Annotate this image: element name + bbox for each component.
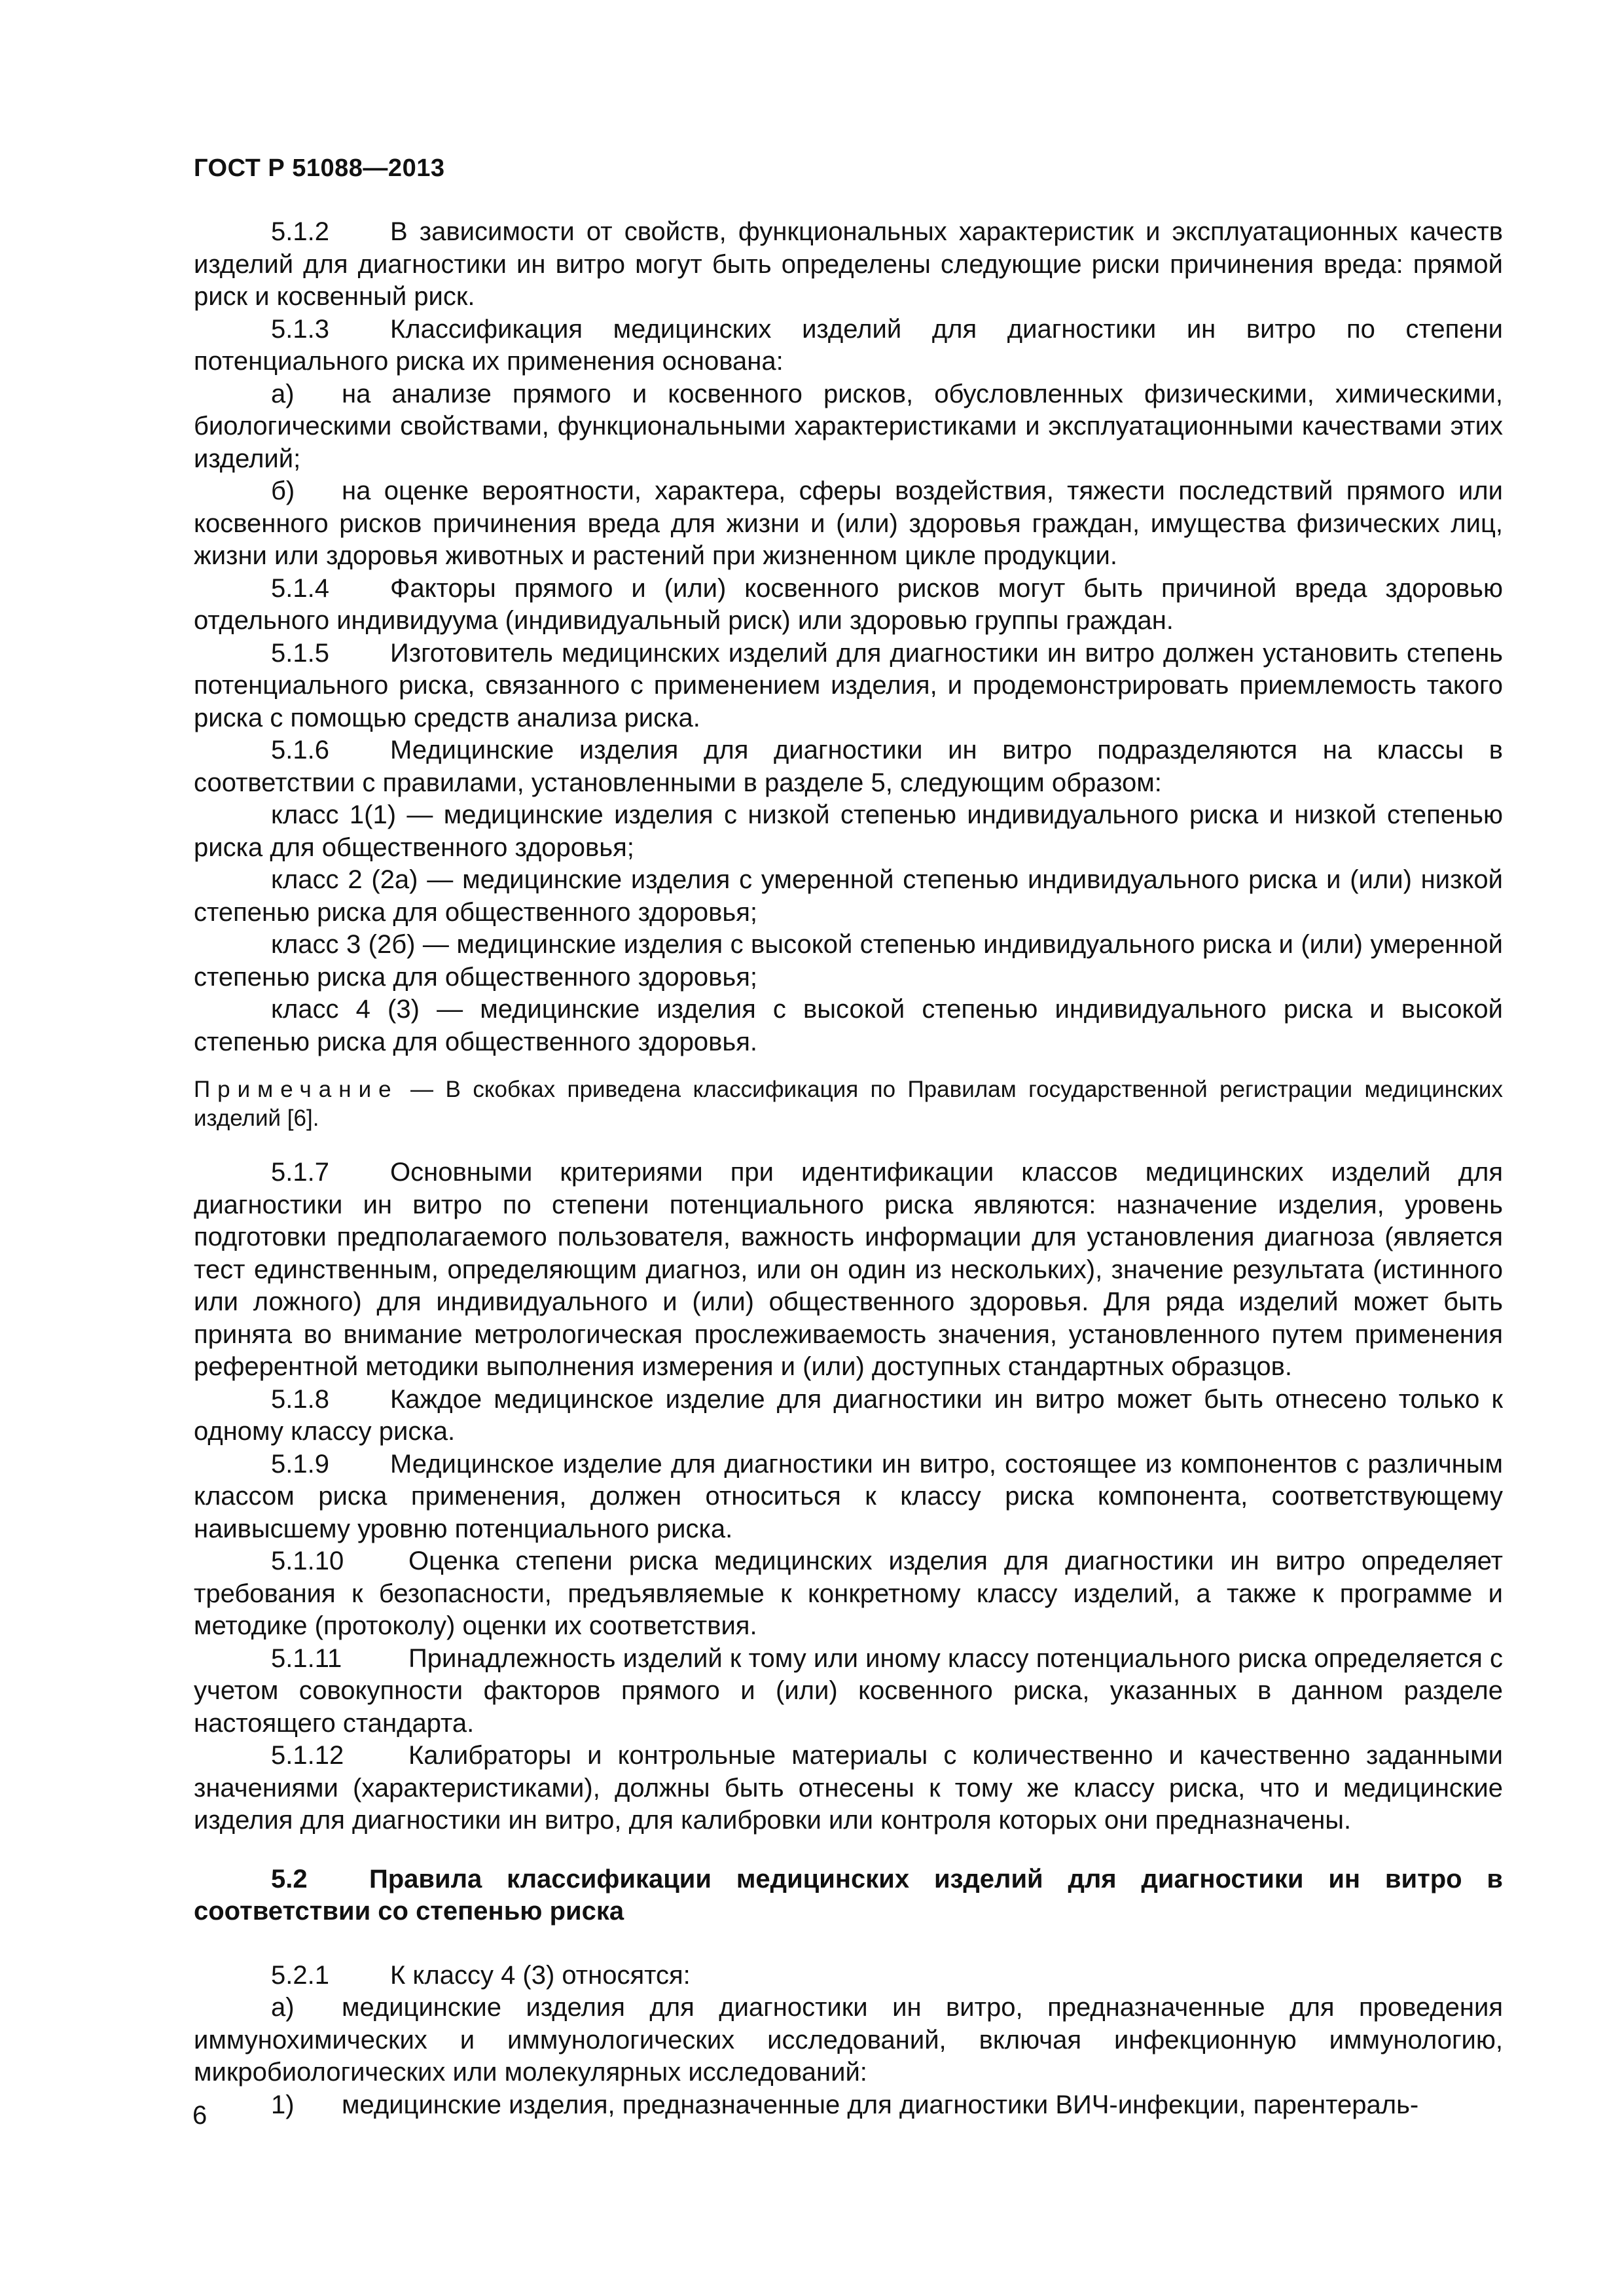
note [194,1075,1503,1133]
clause-number: 5.1.9 [271,1449,329,1479]
list-label: а) [271,1993,295,2022]
paragraph-5-1-10 [194,1545,1503,1643]
paragraph-text: Основными критериями при идентификации классов медицинских изделий для диагностики ин витро по степени потенциального риска являются: назначение изделия, уровень подготовки предполагаемого пользователя, важность информации для установления диагноза (является тест единственным, определяющим диагноз, или он один из нескольких), значение результата (истинного или ложного) для индивидуального и (или) общественного здоровья. Для ряда изделий может быть принята во внимание метрологическая прослеживаемость значения, установленного путем применения референтной методики выполнения измерения и (или) доступных стандартных образцов. [194,1158,1503,1381]
paragraph-5-1-9 [194,1448,1503,1546]
clause-number: 5.1.8 [271,1384,329,1414]
paragraph-5-1-7 [194,1157,1503,1384]
paragraph-text: Каждое медицинское изделие для диагностики ин витро может быть отнесено только к одному классу риска. [194,1384,1503,1446]
clause-number: 5.1.11 [271,1643,342,1673]
list-label: а) [271,379,295,408]
page-number: 6 [192,2101,208,2130]
paragraph-5-1-5 [194,637,1503,735]
paragraph-5-1-11 [194,1643,1503,1740]
paragraph-text: на анализе прямого и косвенного рисков, обусловленных физическими, химическими, биологическими свойствами, функциональными характеристиками и эксплуатационными качествами этих изделий; [194,379,1503,473]
paragraph-text: медицинские изделия, предназначенные для диагностики ВИЧ-инфекции, парентераль- [342,2090,1419,2119]
list-item-a [194,378,1503,476]
section-title-text: Правила классификации медицинских изделий для диагностики ин витро в соответствии со степенью риска [194,1864,1503,1926]
class-3-item: класс 3 (2б) — медицинские изделия с высокой степенью индивидуального риска и (или) умеренной степенью риска для общественного здоровья; [194,930,1503,992]
clause-number: 5.1.7 [271,1158,329,1187]
paragraph-text: Факторы прямого и (или) косвенного рисков могут быть причиной вреда здоровью отдельного индивидуума (индивидуальный риск) или здоровью группы граждан. [194,573,1503,635]
paragraph-text: Медицинские изделия для диагностики ин витро подразделяются на классы в соответствии с правилами, установленными в разделе 5, следующим образом: [194,736,1503,797]
class-1-item: класс 1(1) — медицинские изделия с низкой степенью индивидуального риска и низкой степенью риска для общественного здоровья; [194,800,1503,862]
document-code-header: ГОСТ Р 51088—2013 [194,154,445,182]
paragraph-text: медицинские изделия для диагностики ин витро, предназначенные для проведения иммунохимических и иммунологических исследований, включая инфекционную иммунологию, микробиологических или молекулярных исследований: [194,1993,1503,2087]
class-4-item: класс 4 (3) — медицинские изделия с высокой степенью индивидуального риска и высокой степенью риска для общественного здоровья. [194,995,1503,1056]
clause-number: 5.2.1 [271,1960,329,1990]
list-item-a-5-2-1 [194,1992,1503,2089]
paragraph-text: Оценка степени риска медицинских изделия для диагностики ин витро определяет требования к безопасности, предъявляемые к конкретному классу изделий, а также к программе и методике (протоколу) оценки их соответствия. [194,1547,1503,1640]
paragraph-5-2-1 [194,1960,1503,1992]
list-item-b [194,475,1503,573]
note-label: Примечание [194,1077,399,1102]
clause-number: 5.1.12 [271,1741,344,1770]
paragraph-5-1-4 [194,573,1503,637]
section-heading-5-2 [194,1863,1503,1928]
clause-number: 5.1.5 [271,638,329,668]
clause-number: 5.1.6 [271,736,329,764]
paragraph-text: на оценке вероятности, характера, сферы воздействия, тяжести последствий прямого или косвенного рисков причинения вреда для жизни и (или) здоровья граждан, имущества физических лиц, жизни или здоровья животных и растений при жизненном цикле продукции. [194,476,1503,570]
paragraph-5-1-12 [194,1740,1503,1837]
paragraph-text: Изготовитель медицинских изделий для диагностики ин витро должен установить степень потенциального риска, связанного с применением изделия, и продемонстрировать приемлемость такого риска с помощью средств анализа риска. [194,638,1503,732]
paragraph-text: К классу 4 (3) относятся: [390,1960,691,1990]
document-body [194,216,1503,2121]
section-number: 5.2 [271,1864,308,1893]
paragraph-text: Принадлежность изделий к тому или иному классу потенциального риска определяется с учетом совокупности факторов прямого и (или) косвенного риска, указанных в данном разделе настоящего стандарта. [194,1643,1503,1738]
paragraph-5-1-2 [194,216,1503,314]
paragraph-5-1-6 [194,734,1503,799]
clause-number: 5.1.10 [271,1547,344,1575]
note-text: — В скобках приведена классификация по Правилам государственной регистрации медицинских изделий [6]. [194,1077,1503,1131]
clause-number: 5.1.3 [271,314,329,344]
paragraph-text: В зависимости от свойств, функциональных характеристик и эксплуатационных качеств изделий для диагностики ин витро могут быть определены следующие риски причинения вреда: прямой риск и косвенный риск. [194,217,1503,311]
list-item-1 [194,2089,1503,2122]
class-2-item: класс 2 (2а) — медицинские изделия с умеренной степенью индивидуального риска и (или) низкой степенью риска для общественного здоровья; [194,865,1503,927]
paragraph-5-1-8 [194,1384,1503,1448]
clause-number: 5.1.4 [271,573,329,603]
paragraph-5-1-3 [194,314,1503,378]
paragraph-text: Медицинское изделие для диагностики ин витро, состоящее из компонентов с различным классом риска применения, должен относиться к классу риска компонента, соответствующему наивысшему уровню потенциального риска. [194,1449,1503,1543]
list-label: б) [271,476,295,505]
list-label: 1) [271,2090,295,2119]
paragraph-text: Классификация медицинских изделий для диагностики ин витро по степени потенциального риска их применения основана: [194,314,1503,376]
paragraph-text: Калибраторы и контрольные материалы с количественно и качественно заданными значениями (характеристиками), должны быть отнесены к тому же классу риска, что и медицинские изделия для диагностики ин витро, для калибровки или контроля которых они предназначены. [194,1741,1503,1835]
clause-number: 5.1.2 [271,217,329,246]
